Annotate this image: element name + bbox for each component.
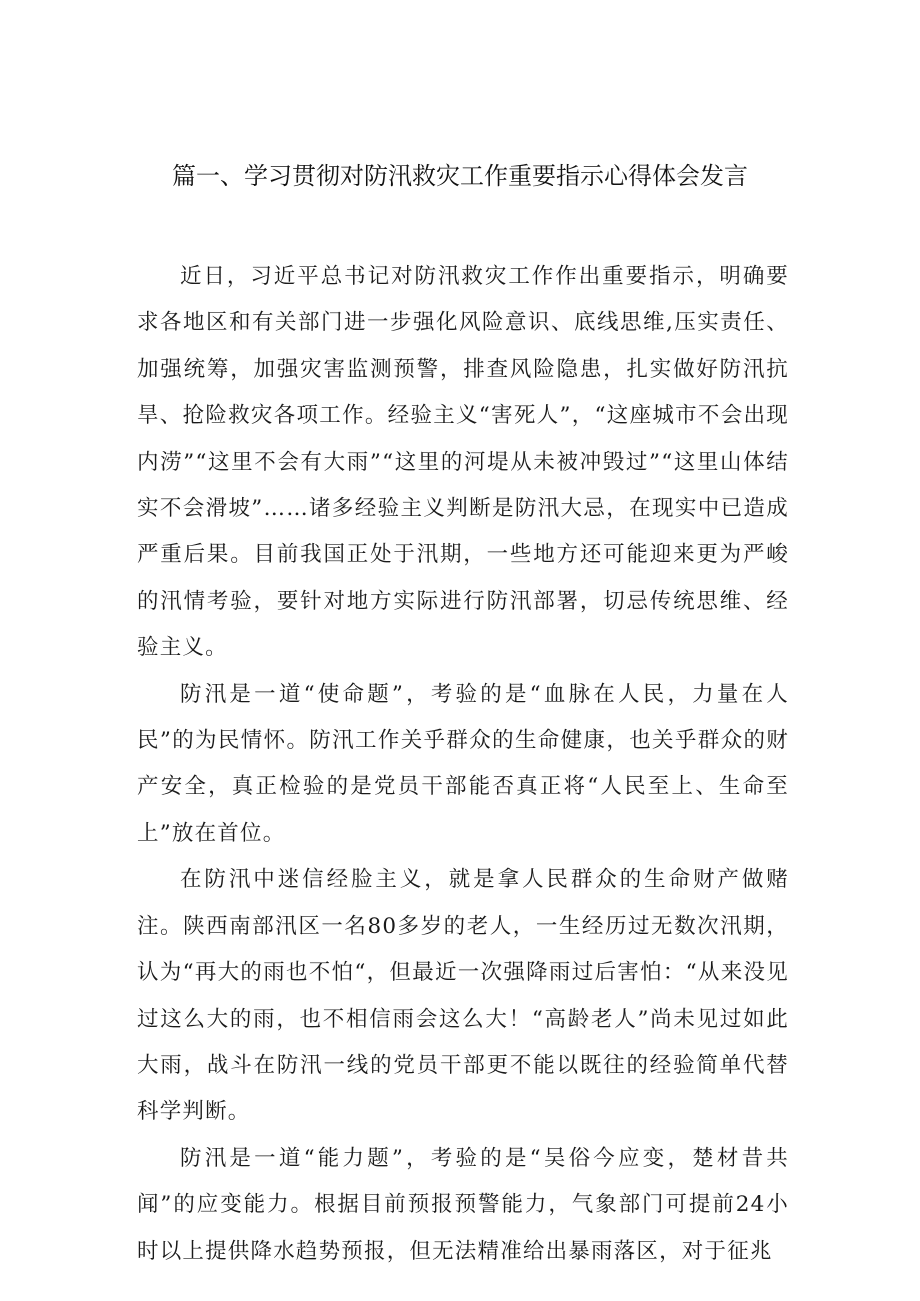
paragraph-4: 防汛是一道“能力题”，考验的是“吴俗今应变，楚材昔共闻”的应变能力。根据目前预报预警能力，气象部门可提前24小时以上提供降水趋势预报，但无法精准给出暴雨落区，对于征兆 [137, 1145, 789, 1264]
document-title: 篇一、学习贯彻对防汛救灾工作重要指示心得体会发言 [172, 162, 748, 190]
paragraph-1: 近日，习近平总书记对防汛救灾工作作出重要指示，明确要求各地区和有关部门进一步强化风险意识、底线思维,压实责任、加强统筹，加强灾害监测预警，排查风险隐患，扎实做好防汛抗旱、抢险救灾各项工作。经验主义“害死人”，“这座城市不会出现内涝”“这里不会有大雨”“这里的河堤从未被冲毁过”“这里山体结实不会滑坡”……诸多经验主义判断是防汛大忌，在现实中已造成严重后果。目前我国正处于汛期，一些地方还可能迎来更为严峻的汛情考验，要针对地方实际进行防汛部署，切忌传统思维、经验主义。 [137, 264, 789, 661]
document-body [137, 254, 789, 1275]
paragraph-3: 在防汛中迷信经脸主义，就是拿人民群众的生命财产做赌注。陕西南部汛区一名80多岁的老人，一生经历过无数次汛期，认为“再大的雨也不怕“，但最近一次强降雨过后害怕：“从来没见过这么大的雨，也不相信雨会这么大！“高龄老人”尚未见过如此大雨，战斗在防汛一线的党员干部更不能以既往的经验简单代替科学判断。 [137, 867, 789, 1125]
paragraph-2: 防汛是一道“使命题”，考验的是“血脉在人民，力量在人民”的为民情怀。防汛工作关乎群众的生命健康，也关乎群众的财产安全，真正检验的是党员干部能否真正将“人民至上、生命至上”放在首位。 [137, 681, 789, 846]
